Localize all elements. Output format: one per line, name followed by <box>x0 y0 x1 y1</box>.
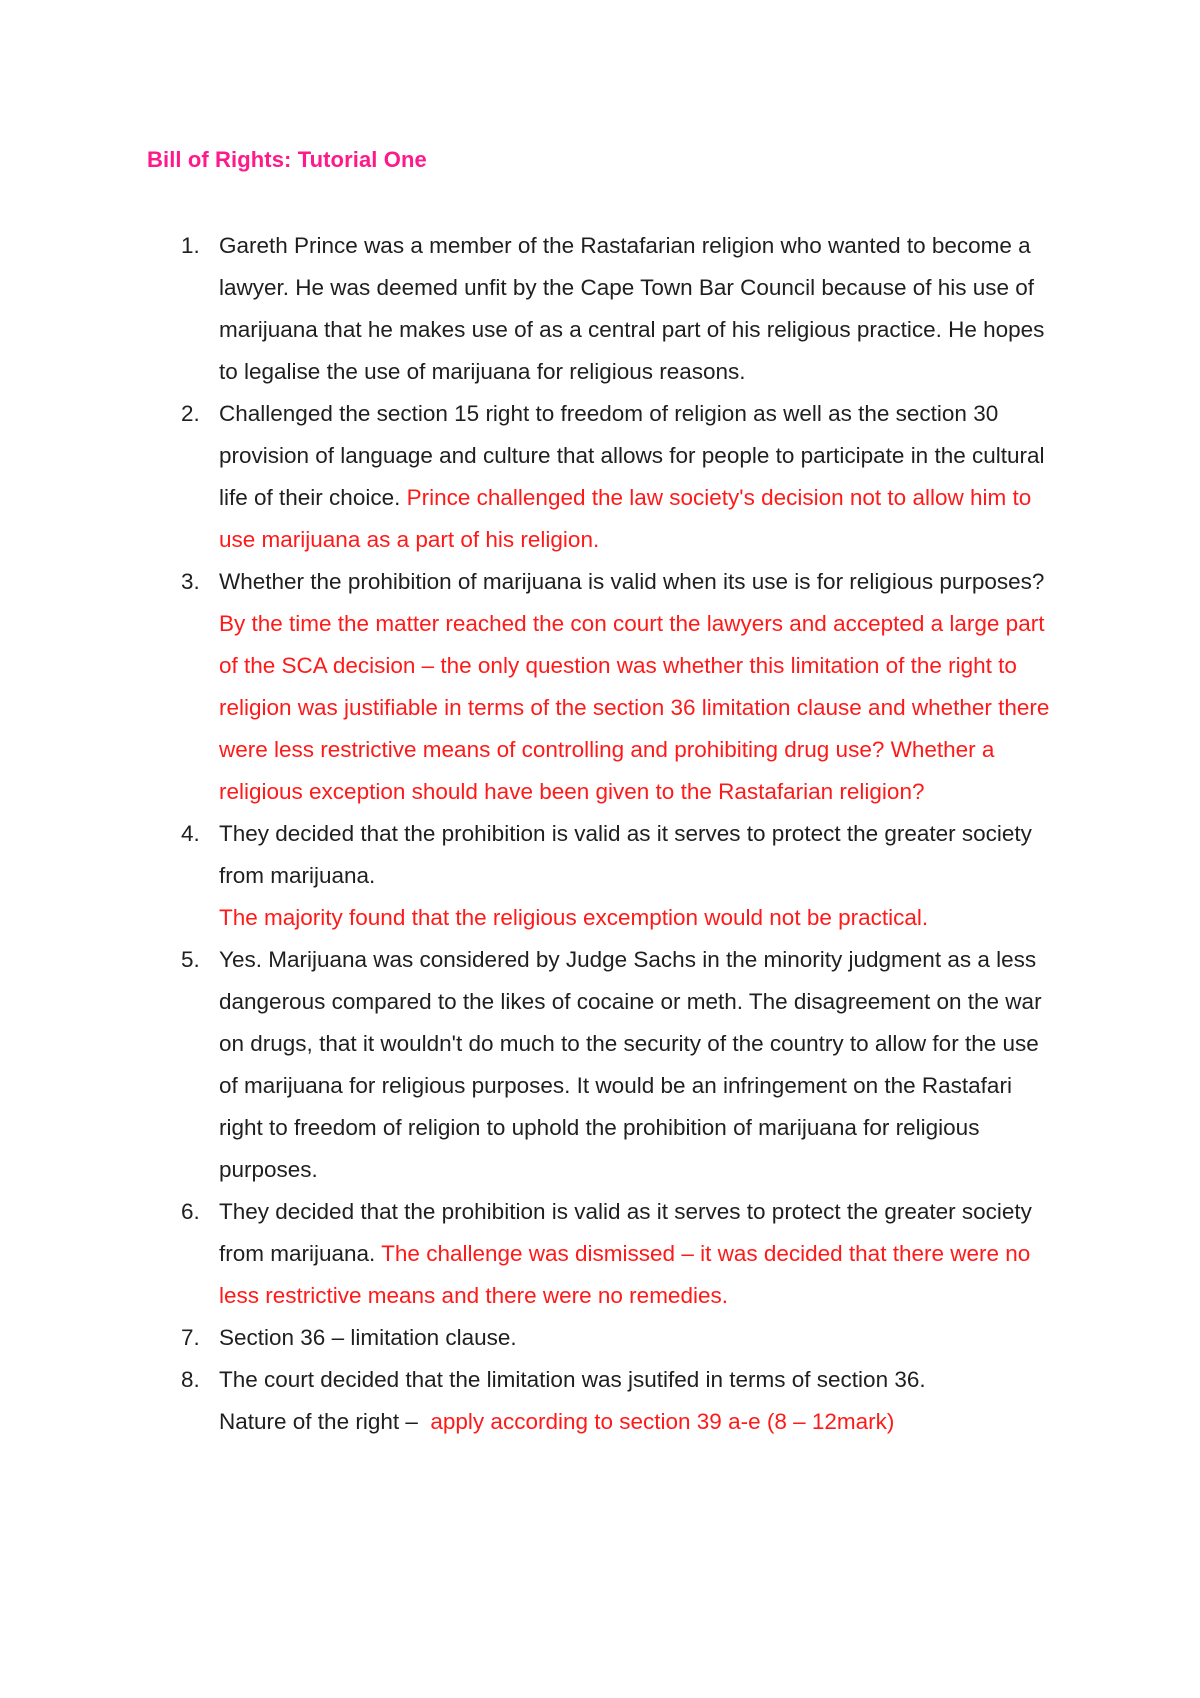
answer-list <box>0 225 1200 1443</box>
list-item-5 <box>0 939 1200 1191</box>
item-annotation: By the time the matter reached the con court the lawyers and accepted a large part of the SCA decision – the only question was whether this limitation of the right to religion was justifiable in terms of the section 36 limitation clause and whether there were less restrictive means of controlling and prohibiting drug use? Whether a religious exception should have been given to the Rastafarian religion? <box>219 611 1050 804</box>
item-annotation: Prince challenged the law society's decision not to allow him to use marijuana as a part of his religion. <box>219 485 1032 552</box>
item-annotation: The majority found that the religious excemption would not be practical. <box>219 905 929 930</box>
item-text: The court decided that the limitation was jsutifed in terms of section 36. <box>219 1367 926 1392</box>
item-text: Whether the prohibition of marijuana is valid when its use is for religious purposes? <box>219 569 1045 594</box>
item-number: 7. <box>181 1325 200 1350</box>
item-text: Section 36 – limitation clause. <box>219 1325 517 1350</box>
item-number: 6. <box>181 1199 200 1224</box>
list-item-2 <box>0 393 1200 561</box>
item-number: 3. <box>181 569 200 594</box>
item-text: They decided that the prohibition is valid as it serves to protect the greater society from marijuana. <box>219 821 1032 888</box>
item-number: 4. <box>181 821 200 846</box>
item-annotation: The challenge was dismissed – it was decided that there were no less restrictive means and there were no remedies. <box>219 1241 1031 1308</box>
list-item-3 <box>0 561 1200 813</box>
list-item-7 <box>0 1317 1200 1359</box>
document-title: Bill of Rights: Tutorial One <box>147 147 427 172</box>
item-number: 2. <box>181 401 200 426</box>
item-number: 8. <box>181 1367 200 1392</box>
item-number: 5. <box>181 947 200 972</box>
item-annotation: apply according to section 39 a-e (8 – 12mark) <box>430 1409 895 1434</box>
item-text: They decided that the prohibition is valid as it serves to protect the greater society from marijuana. <box>219 1199 1032 1266</box>
list-item-6 <box>0 1191 1200 1317</box>
item-text: Gareth Prince was a member of the Rastafarian religion who wanted to become a lawyer. He was deemed unfit by the Cape Town Bar Council because of his use of marijuana that he makes use of as a central part of his religious practice. He hopes to legalise the use of marijuana for religious reasons. <box>219 233 1045 384</box>
item-text-continued: Nature of the right – <box>219 1409 418 1434</box>
list-item-8 <box>0 1359 1200 1443</box>
item-text: Challenged the section 15 right to freedom of religion as well as the section 30 provision of language and culture that allows for people to participate in the cultural life of their choice. <box>219 401 1045 510</box>
list-item-4 <box>0 813 1200 939</box>
list-item-1 <box>0 225 1200 393</box>
item-text: Yes. Marijuana was considered by Judge Sachs in the minority judgment as a less dangerous compared to the likes of cocaine or meth. The disagreement on the war on drugs, that it wouldn't do much to the security of the country to allow for the use of marijuana for religious purposes. It would be an infringement on the Rastafari right to freedom of religion to uphold the prohibition of marijuana for religious purposes. <box>219 947 1042 1182</box>
item-number: 1. <box>181 233 200 258</box>
